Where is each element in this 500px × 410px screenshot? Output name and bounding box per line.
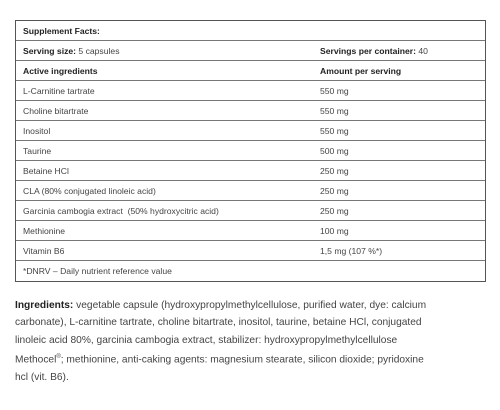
- ingredient-amount: 250 mg: [320, 185, 349, 196]
- table-row: [16, 241, 485, 261]
- ingredients-line-5: hcl (vit. B6).: [15, 371, 69, 383]
- footnote-row: [16, 261, 485, 281]
- ingredients-line-4: [15, 349, 487, 369]
- ingredient-name: Methionine: [23, 225, 66, 236]
- table-row: [16, 181, 485, 201]
- ingredient-amount: 550 mg: [320, 85, 349, 96]
- ingredients-line-1: [15, 297, 487, 314]
- table-row: [16, 221, 485, 241]
- ingredient-amount: 550 mg: [320, 105, 349, 116]
- ingredient-name: Choline bitartrate: [23, 105, 89, 116]
- ingredient-amount: 250 mg: [320, 205, 349, 216]
- serving-size-value: 5 capsules: [76, 45, 120, 56]
- ingredients-paragraph: [15, 297, 487, 386]
- registered-mark: ®: [56, 353, 61, 360]
- table-row: [16, 121, 485, 141]
- supplement-facts-table: [15, 20, 486, 282]
- ingredients-line-3: linoleic acid 80%, garcinia cambogia extract, stabilizer: hydroxypropylmethylcellulose: [15, 334, 398, 346]
- methocel-text: Methocel: [15, 354, 57, 366]
- ingredient-name: Taurine: [23, 145, 52, 156]
- ingredient-name: L-Carnitine tartrate: [23, 85, 95, 96]
- ingredient-amount: 500 mg: [320, 145, 349, 156]
- dnrv-footnote: *DNRV – Daily nutrient reference value: [23, 266, 172, 276]
- col-active-header: Active ingredients: [23, 65, 98, 76]
- serving-size: [16, 46, 309, 56]
- ingredient-amount: 250 mg: [320, 165, 349, 176]
- col-amount-header: Amount per serving: [320, 65, 402, 76]
- facts-title-row: [16, 21, 485, 41]
- ingredients-line-2: carbonate), L-carnitine tartrate, choline bitartrate, inositol, taurine, betaine HCl, conjugated: [15, 317, 422, 329]
- ingredient-name: Inositol: [23, 125, 51, 136]
- table-row: [16, 141, 485, 161]
- ingredient-amount: 1,5 mg (107 %*): [320, 245, 383, 256]
- ingredients-label: Ingredients:: [15, 300, 74, 311]
- ingredient-name: Vitamin B6: [23, 245, 65, 256]
- facts-title: Supplement Facts:: [23, 25, 100, 36]
- table-row: [16, 161, 485, 181]
- ingredient-name: Garcinia cambogia extract (50% hydroxycitric acid): [23, 205, 219, 216]
- serving-size-label: Serving size:: [23, 45, 77, 56]
- ingredients-line-4-rest: ; methionine, anti-caking agents: magnesium stearate, silicon dioxide; pyridoxine: [60, 354, 424, 366]
- table-row: [16, 81, 485, 101]
- ingredients-text: vegetable capsule (hydroxypropylmethylcellulose, purified water, dye: calcium: [73, 300, 427, 311]
- servings-label: Servings per container:: [320, 45, 416, 56]
- table-row: [16, 101, 485, 121]
- ingredient-amount: 100 mg: [320, 225, 349, 236]
- serving-row: [16, 41, 485, 61]
- servings-value: 40: [416, 45, 428, 56]
- ingredient-amount: 550 mg: [320, 125, 349, 136]
- header-row: [16, 61, 485, 81]
- table-row: [16, 201, 485, 221]
- ingredient-name: Betaine HCl: [23, 165, 69, 176]
- ingredient-name: CLA (80% conjugated linoleic acid): [23, 185, 156, 196]
- servings-per-container: [309, 46, 485, 56]
